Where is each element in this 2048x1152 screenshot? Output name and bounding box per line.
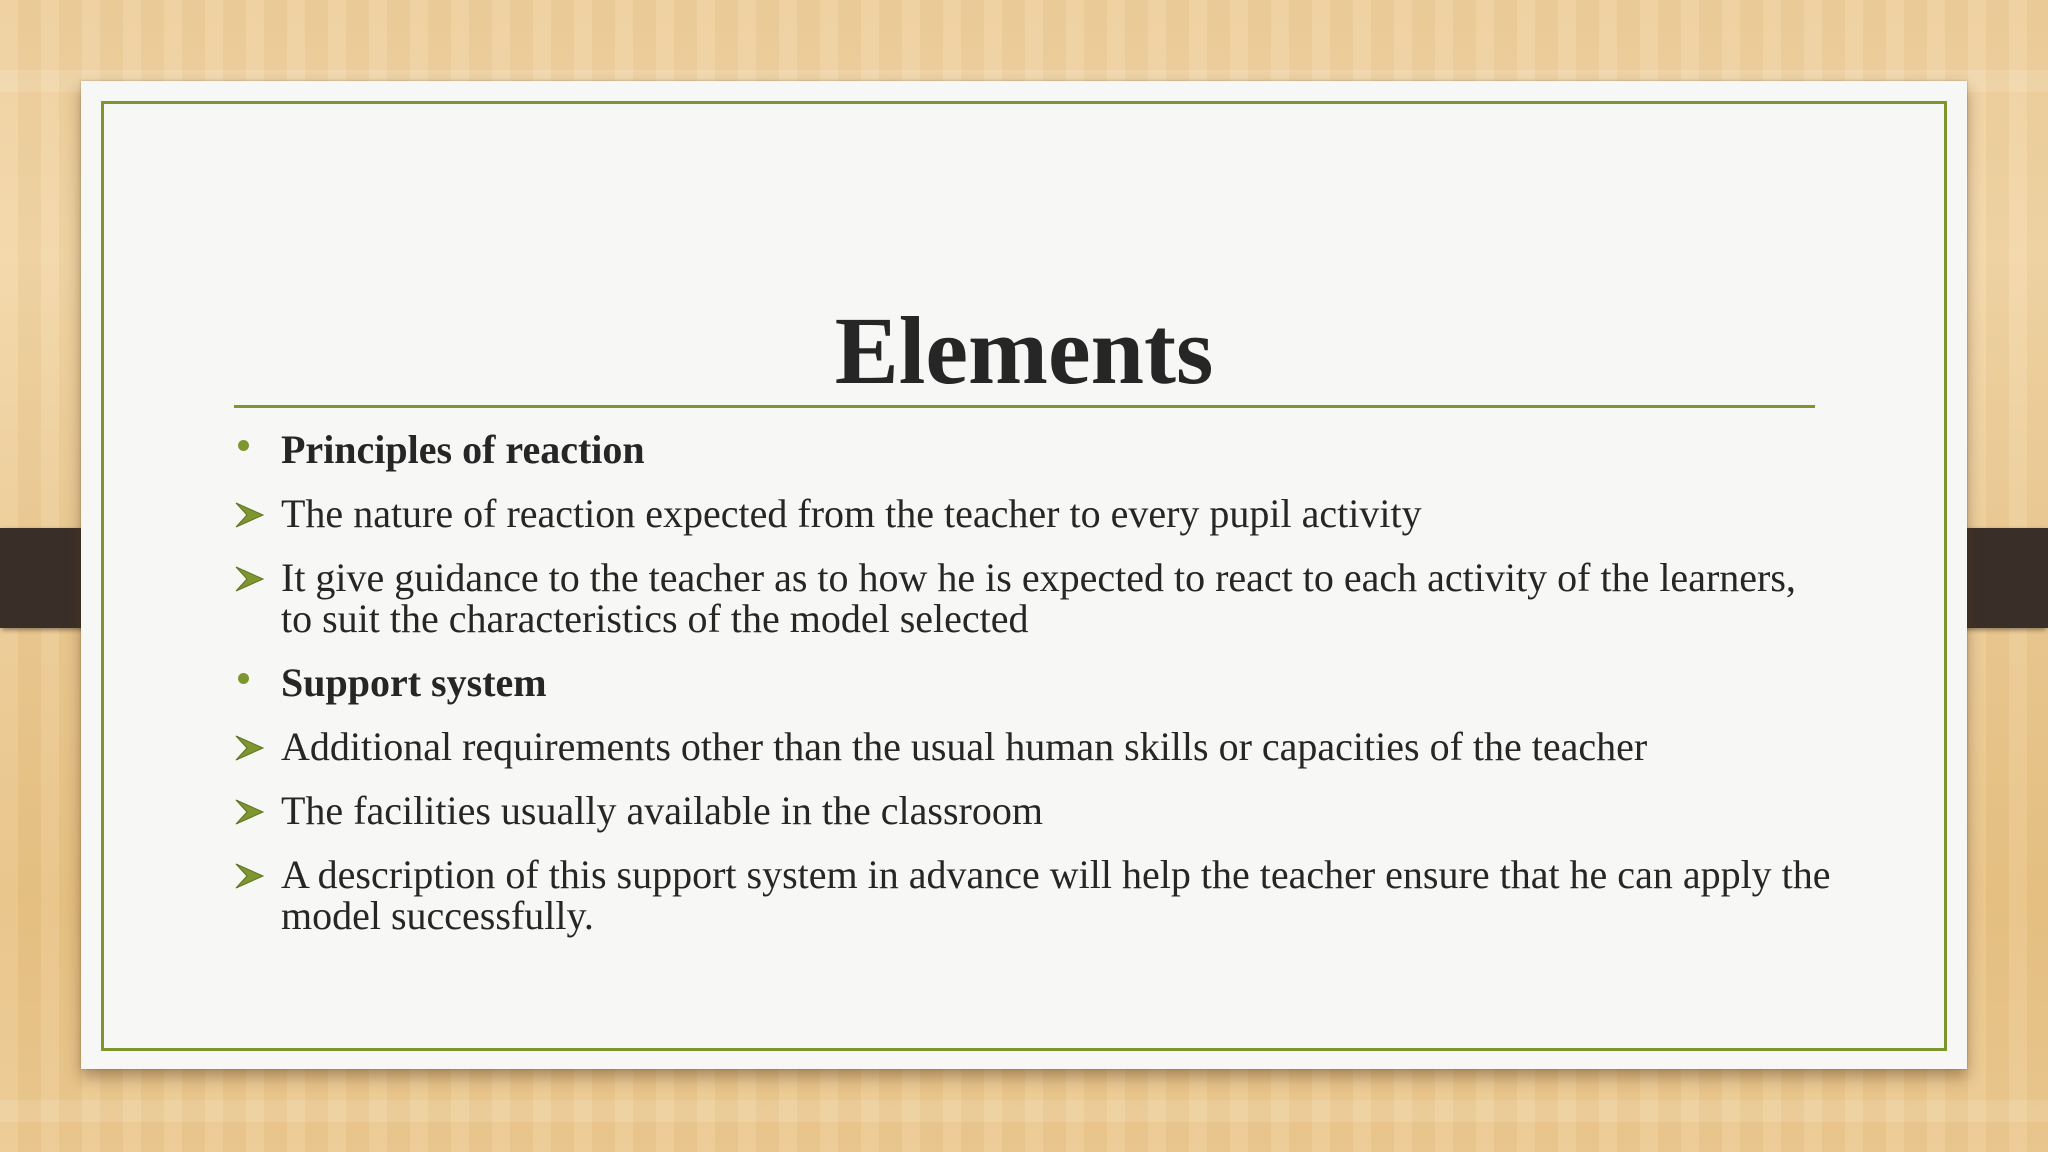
list-item <box>234 662 1834 703</box>
list-item-text: Additional requirements other than the usual human skills or capacities of the teacher <box>281 724 1648 769</box>
arrow-bullet-icon <box>234 557 270 598</box>
title-divider <box>234 405 1815 408</box>
list-item <box>234 557 1834 639</box>
slide-paper <box>81 81 1967 1069</box>
arrow-bullet-icon <box>234 493 270 534</box>
bullet-list <box>234 429 1834 959</box>
bullet-dot-icon <box>234 429 270 470</box>
arrow-bullet-icon <box>234 790 270 831</box>
arrow-bullet-icon <box>234 854 270 895</box>
list-item <box>234 790 1834 831</box>
list-item <box>234 854 1834 936</box>
wood-texture-strip <box>0 1100 2048 1122</box>
list-item <box>234 429 1834 470</box>
list-item-text: A description of this support system in advance will help the teacher ensure that he can apply the model successfully. <box>281 852 1831 938</box>
list-item-text: The nature of reaction expected from the teacher to every pupil activity <box>281 491 1422 536</box>
slide-title: Elements <box>834 297 1214 404</box>
arrow-bullet-icon <box>234 726 270 767</box>
list-item-text: Support system <box>281 660 547 705</box>
list-item-text: It give guidance to the teacher as to how he is expected to react to each activity of the learners, to suit the characteristics of the model selected <box>281 555 1796 641</box>
list-item <box>234 493 1834 534</box>
list-item-text: Principles of reaction <box>281 427 645 472</box>
bullet-dot-icon <box>234 662 270 703</box>
list-item <box>234 726 1834 767</box>
list-item-text: The facilities usually available in the classroom <box>281 788 1043 833</box>
